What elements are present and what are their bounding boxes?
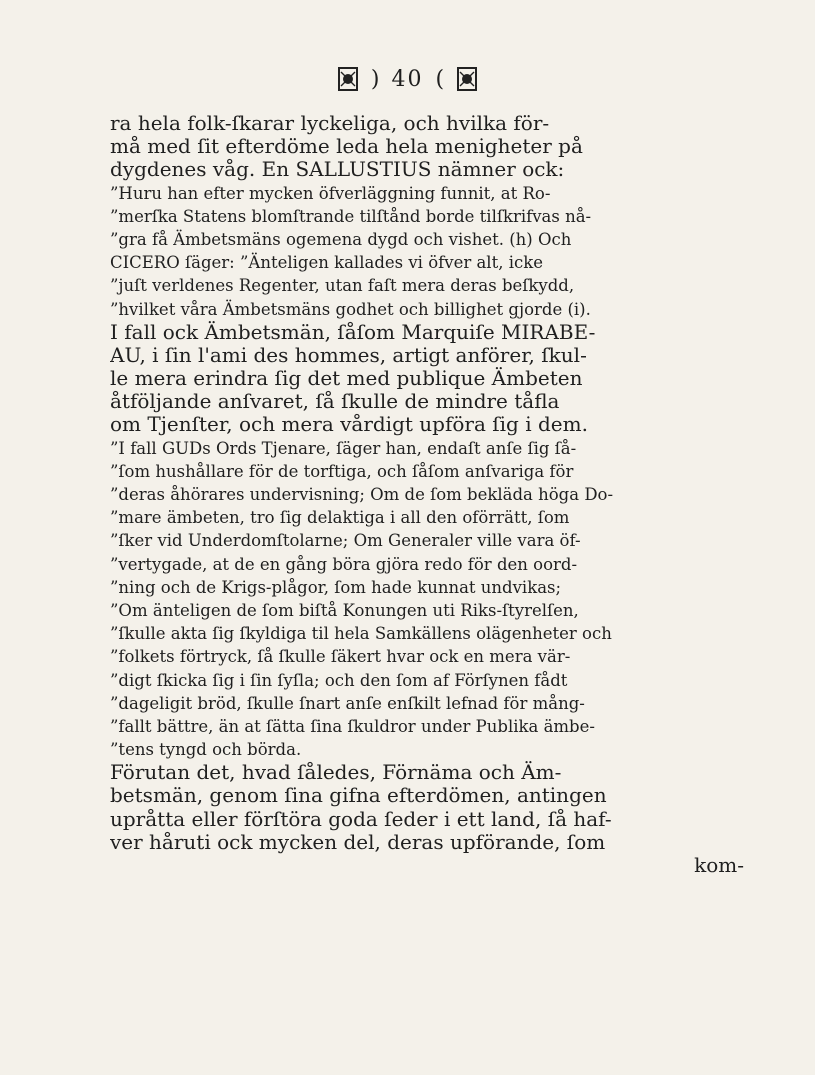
quote-line: ”ſom hushållare för de torftiga, och ſåſom anſvariga för <box>110 461 574 481</box>
quote-line: ”dageligit bröd, ſkulle ſnart anſe enſkilt lefnad för mång- <box>110 693 585 713</box>
text-line: åtföljande anſvaret, ſå ſkulle de mindre tåfla <box>110 390 560 414</box>
page-header <box>0 66 815 92</box>
quote-line: ”tens tyngd och börda. <box>110 740 302 760</box>
text-line: upråtta eller förſtöra goda ſeder i ett land, ſå haf- <box>110 807 612 831</box>
quote-line: ”juſt verldenes Regenter, utan faſt mera deras beſkydd, <box>110 276 575 296</box>
quote-line: CICERO ſäger: ”Änteligen kallades vi öfver alt, icke <box>110 253 543 273</box>
text-line: ver håruti ock mycken del, deras upförande, ſom <box>110 830 606 854</box>
quote-line: ”hvilket våra Ämbetsmäns godhet och billighet gjorde (i). <box>110 299 591 319</box>
quote-line: ”fallt bättre, än at ſätta ſina ſkuldror under Publika ämbe- <box>110 716 595 736</box>
quote-line: ”ning och de Krigs-plågor, ſom hade kunnat undvikas; <box>110 577 562 597</box>
quote-line: ”mare ämbeten, tro ſig delaktiga i all den oförrätt, ſom <box>110 508 570 528</box>
quote-line: ”digt ſkicka ſig i ſin ſyſla; och den ſom af Förſynen fådt <box>110 670 568 690</box>
header-left-paren: ) <box>370 66 380 92</box>
quote-line: ”deras åhörares undervisning; Om de ſom bekläda höga Do- <box>110 485 614 504</box>
text-line: om Tjenſter, och mera vårdigt upföra ſig i dem. <box>110 413 588 437</box>
ornament-icon <box>456 66 478 92</box>
quote-line: ”gra få Ämbetsmäns ogemena dygd och vishet. (h) Och <box>110 229 572 249</box>
quote-line: ”Om änteligen de ſom biſtå Konungen uti Riks-ſtyrelſen, <box>110 600 579 620</box>
ornament-icon <box>337 66 359 92</box>
quote-line: ”ſker vid Underdomſtolarne; Om Generaler ville vara öf- <box>110 531 581 551</box>
text-line: dygdenes våg. En SALLUSTIUS nämner ock: <box>110 158 565 182</box>
quote-line: ”folkets förtryck, ſå ſkulle ſäkert hvar ock en mera vär- <box>110 647 571 667</box>
quote-line: ”ſkulle akta ſig ſkyldiga til hela Samkällens olägenheter och <box>110 624 612 644</box>
page-number: 40 <box>391 66 424 92</box>
text-line: ra hela folk-ſkarar lyckeliga, och hvilka för- <box>110 112 550 135</box>
text-line: Förutan det, hvad ſåledes, Förnäma och Äm- <box>110 761 562 785</box>
text-line: le mera erindra ſig det med publique Ämbeten <box>110 367 583 391</box>
quote-line: ”I fall GUDs Ords Tjenare, ſäger han, endaſt anſe ſig ſå- <box>110 438 577 458</box>
text-line: betsmän, genom ſina gifna efterdömen, antingen <box>110 784 607 808</box>
body-text <box>110 112 750 877</box>
text-line: AU, i ſin l'ami des hommes, artigt anförer, ſkul- <box>110 343 587 367</box>
catchword: kom- <box>694 854 744 877</box>
text-line: I fall ock Ämbetsmän, ſåſom Marquiſe MIRABE- <box>110 320 596 344</box>
quote-line: ”vertygade, at de en gång böra gjöra redo för den oord- <box>110 554 578 574</box>
quote-line: ”Huru han efter mycken öfverläggning funnit, at Ro- <box>110 183 551 203</box>
text-line: må med ſit efterdöme leda hela menigheter på <box>110 135 583 159</box>
quote-line: ”merſka Statens blomſtrande tilſtånd borde tilſkrifvas nå- <box>110 206 592 226</box>
header-right-paren: ( <box>435 66 445 92</box>
